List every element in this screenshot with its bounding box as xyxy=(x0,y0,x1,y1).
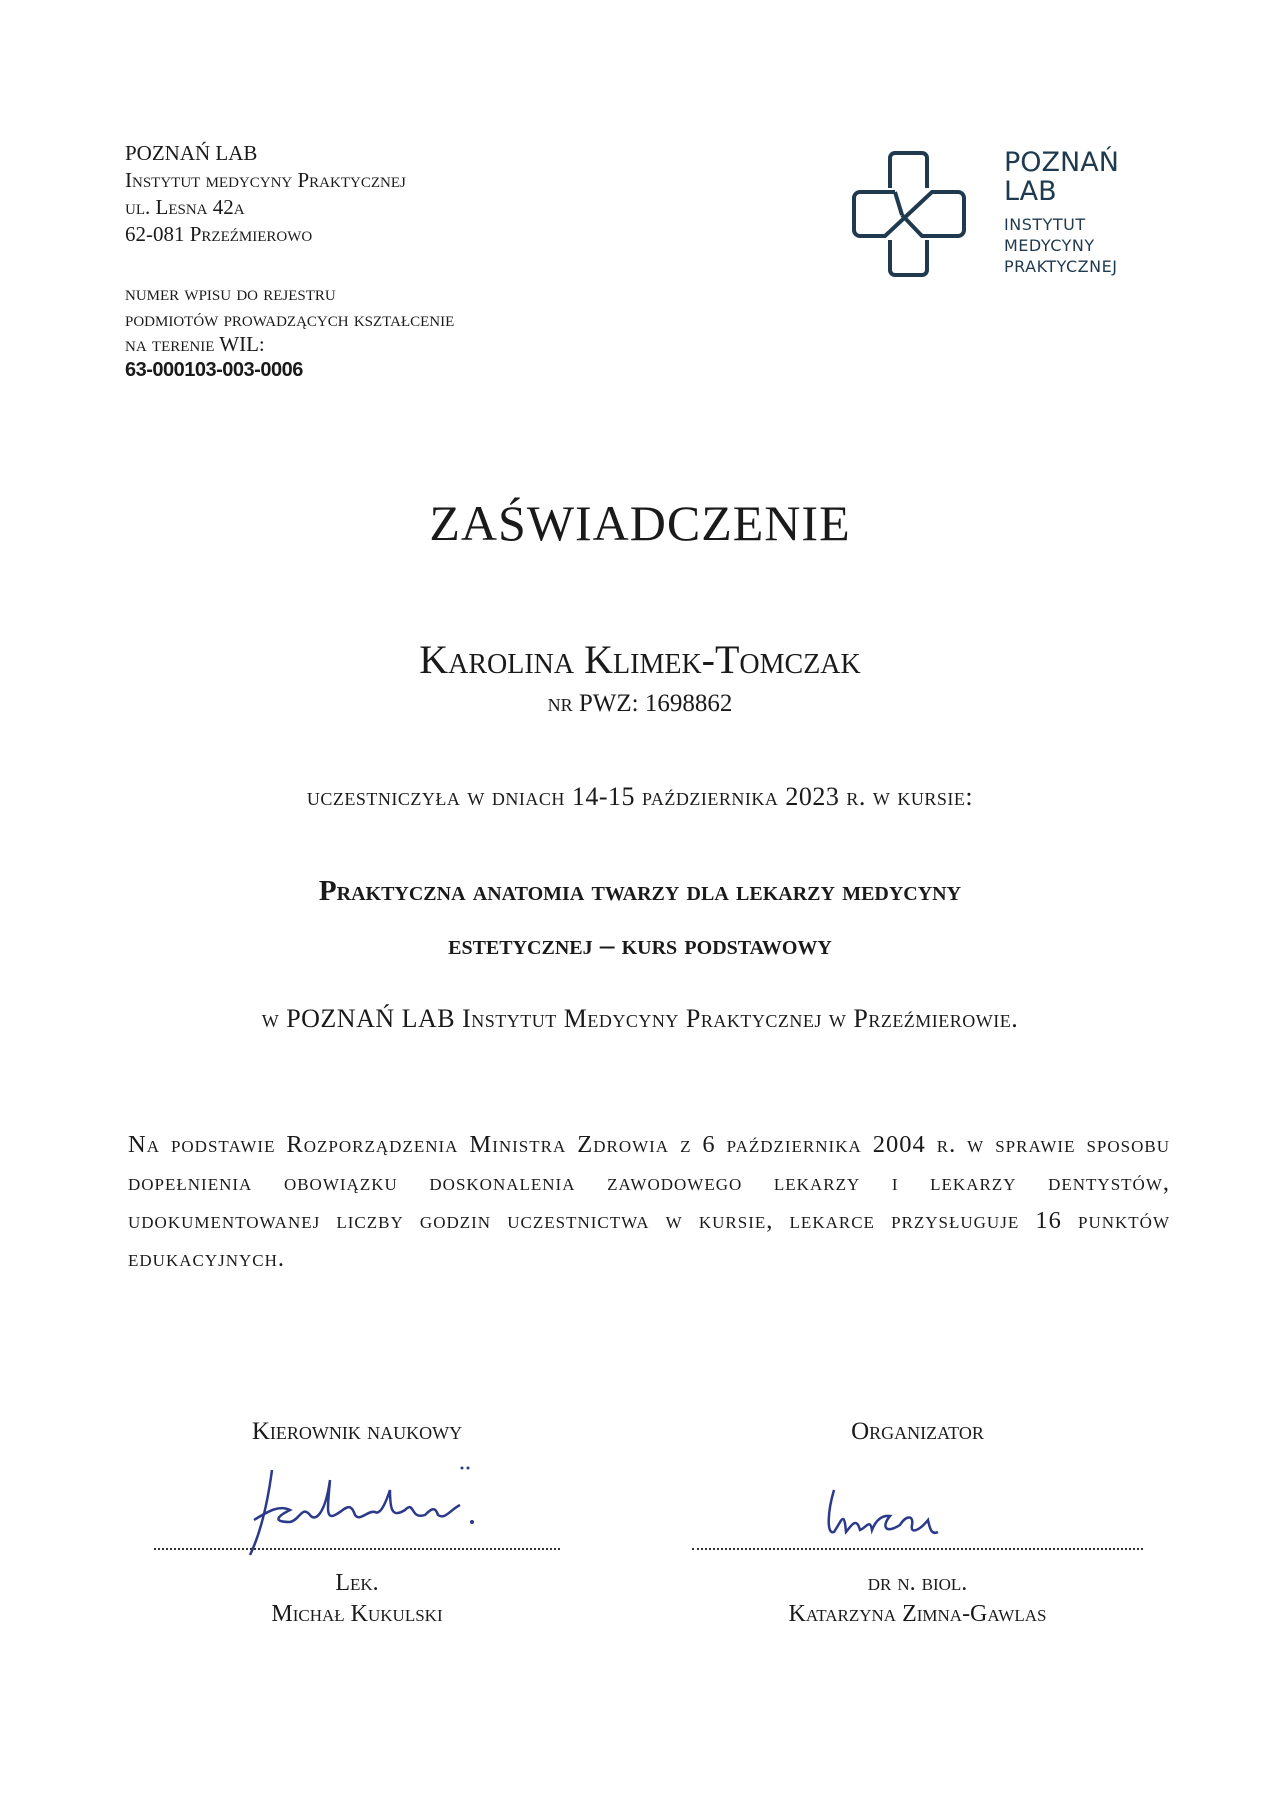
signatory-name: Katarzyna Zimna-Gawlas xyxy=(788,1601,1047,1627)
logo-line: POZNAŃ xyxy=(1004,147,1119,178)
registry-number: 63-000103-003-0006 xyxy=(125,358,303,381)
legal-paragraph: Na podstawie Rozporządzenia Ministra Zdrowia z 6 października 2004 r. w sprawie sposobu dopełnienia obowiązku doskonalenia zawodowego lekarzy i lekarzy dentystów, udokumentowanej liczby godzin uczestnictwa w kursie, lekarce przysługuje 16 punktów edukacyjnych. xyxy=(128,1131,1170,1272)
signatory-kukulski xyxy=(154,1568,560,1630)
address-line: Instytut medycyny Praktycznej xyxy=(125,168,406,192)
venue-text: w POZNAŃ LAB Instytut Medycyny Praktycznej w Przeźmierowie. xyxy=(261,1004,1019,1033)
course-title-line: Praktyczna anatomia twarzy dla lekarzy medycyny xyxy=(318,875,962,907)
signature-role: Kierownik naukowy xyxy=(251,1418,463,1445)
logo-subtitle xyxy=(1004,214,1117,277)
course-title-line: estetycznej – kurs podstawowy xyxy=(448,929,832,961)
document-title: ZAŚWIADCZENIE xyxy=(429,495,851,551)
registry-block xyxy=(125,281,454,383)
logo-wordmark xyxy=(1004,148,1119,206)
registry-line: na terenie WIL: xyxy=(125,332,265,356)
signatory-title: dr n. biol. xyxy=(867,1570,968,1596)
logo xyxy=(850,150,980,283)
course-title xyxy=(0,864,1280,972)
signatory-title: Lek. xyxy=(335,1570,379,1596)
address-line: POZNAŃ LAB xyxy=(125,141,258,165)
signatory-zimna-gawlas xyxy=(692,1568,1143,1630)
signature-kukulski xyxy=(240,1460,560,1560)
signature-line xyxy=(154,1548,560,1550)
registry-line: podmiotów prowadzących kształcenie xyxy=(125,306,455,331)
signatory-name: Michał Kukulski xyxy=(271,1601,443,1627)
logo-line: LAB xyxy=(1004,176,1057,207)
address-block xyxy=(125,140,406,248)
logo-sub-line: INSTYTUT xyxy=(1004,215,1086,234)
logo-sub-line: PRAKTYCZNEJ xyxy=(1004,257,1118,276)
pwz-number: nr PWZ: 1698862 xyxy=(547,690,733,717)
signature-line xyxy=(692,1548,1143,1550)
medical-cross-logo-icon xyxy=(850,150,980,278)
signature-zimna-gawlas xyxy=(820,1480,990,1550)
attendance-text: uczestniczyła w dniach 14-15 października 2023 r. w kursie: xyxy=(306,782,974,811)
signature-role: Organizator xyxy=(851,1418,984,1445)
address-line: ul. Lesna 42a xyxy=(125,195,245,219)
recipient-name: Karolina Klimek-Tomczak xyxy=(419,637,861,682)
registry-line: numer wpisu do rejestru xyxy=(125,281,336,305)
logo-sub-line: MEDYCYNY xyxy=(1004,236,1095,255)
address-line: 62-081 Przeźmierowo xyxy=(125,222,313,246)
